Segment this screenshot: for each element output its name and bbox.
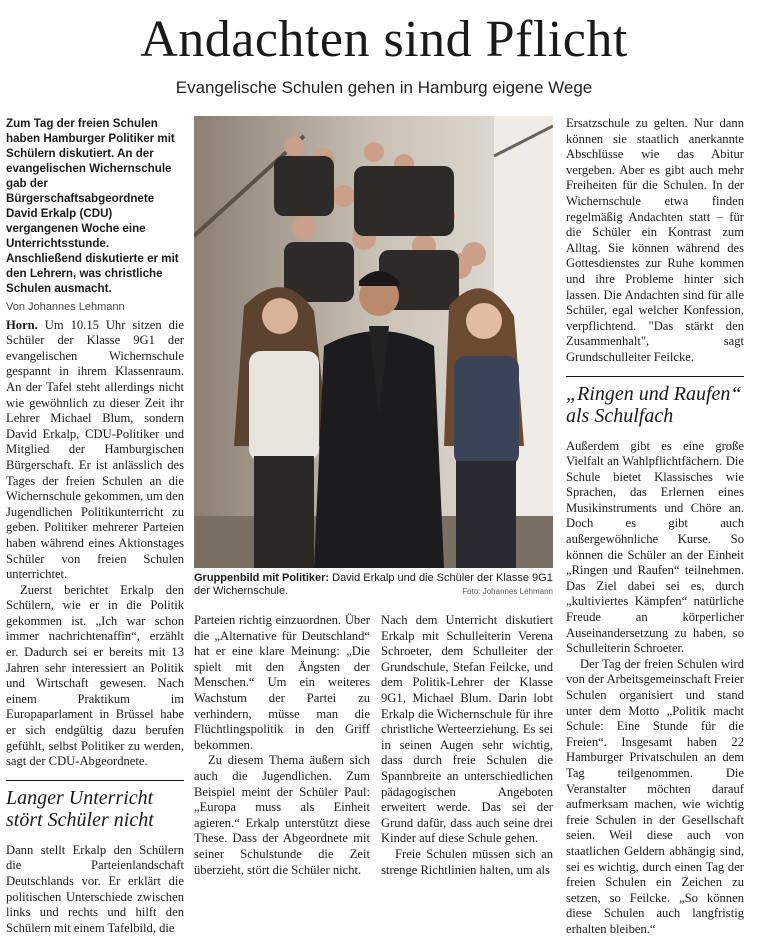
paragraph: Nach dem Unterricht diskutiert Erkalp mit Schulleiterin Verena Schroeter, dem Schulleiter der Grundschule, Stefan Feilcke, und dem Politik-Lehrer der Klasse 9G1, Michael Blum. Darin lobt Erkalp die Wichernschule für ihre christliche Werteerziehung. Es sei in seinen Augen sehr wichtig, dass durch freie Schulen die Spannbreite an unterschiedlichen pädagogischen Angeboten erweitert werde. Das sei der Grund dafür, dass auch seine drei Kinder auf diese Schule gehen. — [381, 613, 553, 846]
lead-paragraph: Zum Tag der freien Schulen haben Hamburger Politiker mit Schülern diskutiert. An der evangelischen Wichernschule gab der Bürgerschaftsabgeordnete David Erkalp (CDU) vergangenen Woche eine Unterrichtsstunde. Anschließend diskutierte er mit den Lehrern, was christliche Schulen ausmacht. — [6, 117, 179, 295]
column-3 — [381, 613, 553, 878]
dateline: Horn. — [6, 317, 38, 332]
column-4 — [566, 116, 744, 938]
column-1 — [6, 116, 184, 936]
paragraph: Außerdem gibt es eine große Vielfalt an Wahlpflichtfächern. Die Schule bietet Klassisches wie Sprachen, das Erlernen eines Musikinstruments und Chöre an. Doch es gibt auch außergewöhnliche Kurse. So können die Schüler an der Einheit „Ringen und Raufen“ teilnehmen. Das Ziel dabei sei es, durch „kultiviertes Kämpfen“ natürliche Freude an körperlicher Auseinandersetzung zu haben, so Schulleiterin Schroeter. — [566, 438, 744, 656]
caption-bold: Gruppenbild mit Politiker: — [194, 572, 330, 584]
interheadline-1: Langer Unterricht stört Schüler nicht — [6, 780, 184, 831]
paragraph — [6, 318, 184, 583]
caption-text: David Erkalp und die Schüler der Klasse 9G1 der Wichernschule. — [194, 572, 553, 597]
group-photo — [194, 116, 553, 568]
paragraph: Freie Schulen müssen sich an strenge Richtlinien halten, um als — [381, 846, 553, 877]
photo-image — [194, 116, 553, 568]
paragraph: Der Tag der freien Schulen wird von der Arbeitsgemeinschaft Freier Schulen organisiert und stand unter dem Motto „Politik macht Schule: Eine Stunde für die Freien“. Insgesamt haben 22 Hamburger Privatschulen an dem Tag teilgenommen. Die Veranstalter möchten darauf aufmerksam machen, wie wichtig freie Schulen in der Gesellschaft seien. Weil diese auch von staatlichen Geldern abhängig sind, sei es wichtig, durch einen Tag der freien Schulen ein Zeichen zu setzen, so Feilcke. „So können diese Schulen auch langfristig erhalten bleiben.“ — [566, 656, 745, 936]
headline: Andachten sind Pflicht — [140, 11, 628, 68]
byline: Von Johannes Lehmann — [6, 301, 125, 313]
paragraph: Parteien richtig einzuordnen. Über die „Alternative für Deutschland“ hat er eine klare Meinung: „Die spielt mit den Ängsten der Menschen.“ Um ein weiteres Wachstum der Partei zu verhindern, müsse man die Flüchtlingspolitik in den Griff bekommen. — [194, 613, 370, 752]
paragraph-text: Um 10.15 Uhr sitzen die Schüler der Klasse 9G1 der evangelischen Wichernschule gespannt in ihrem Klassenraum. An der Tafel steht allerdings nicht wie gewöhnlich zu dieser Zeit ihr Lehrer Michael Blum, sondern David Erkalp, CDU-Politiker und Mitglied der Hamburgischen Bürgerschaft. Er ist anlässlich des Tages der freien Schulen an die Wichernschule gekommen, um den Jugendlichen Politikunterricht zu geben. Politiker mehrerer Parteien haben während eines Aktionstages Schüler von freien Schulen unterrichtet. — [6, 317, 184, 582]
interheadline-2: „Ringen und Raufen“ als Schulfach — [566, 376, 744, 427]
paragraph: Zuerst berichtet Erkalp den Schülern, wie er in die Politik gekommen ist. „Ich war schon immer nachrichtenaffin“, erzählt er. Dadurch sei er bereits mit 13 Jahren sehr interessiert an Politik und Wirtschaft gewesen. Nach einem Praktikum im Europaparlament in Brüssel habe er sich endgültig dazu berufen gefühlt, selbst Politiker zu werden, sagt der CDU-Abgeordnete. — [6, 582, 184, 769]
subheadline: Evangelische Schulen gehen in Hamburg eigene Wege — [175, 78, 593, 97]
paragraph: Zu diesem Thema äußern sich auch die Jugendlichen. Zum Beispiel meint der Schüler Paul: „Europa muss als Einheit agieren.“ Erkalp unterstützt diese These. Dass der Abgeordnete mit seiner Schulstunde die Zeit überzieht, stört die Schüler nicht. — [194, 753, 370, 877]
paragraph: Ersatzschule zu gelten. Nur dann können sie staatlich anerkannte Abschlüsse wie das Abitur vergeben. Aber es gibt auch mehr Freiheiten für die Schulen. In der Wichernschule etwa finden regelmäßig Andachten statt – für die Schüler ein Kontrast zum Alltag. Sie können während des Gottesdienstes zur Ruhe kommen und ihre Probleme hinter sich lassen. Die Andachten sind für alle Schüler, egal welcher Konfession, verpflichtend. "Das stärkt den Zusammenhalt", sagt Grundschulleiter Feilcke. — [566, 116, 744, 364]
photo-credit: Foto: Johannes Lehmann — [462, 587, 553, 596]
column-2 — [194, 613, 370, 878]
paragraph: Dann stellt Erkalp den Schülern die Parteienlandschaft Deutschlands vor. Er erklärt die politischen Unterschiede zwischen links und rechts und hilft den Schülern mit einem Tafelbild, die — [6, 842, 184, 935]
